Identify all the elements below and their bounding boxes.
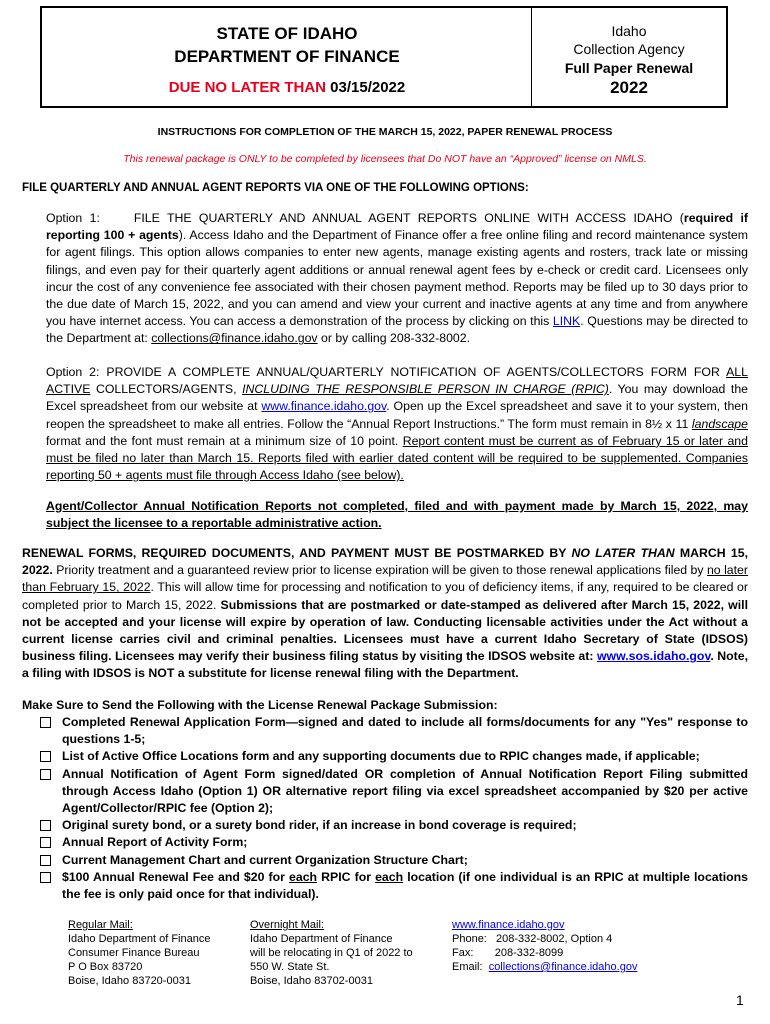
- option-1-body: ). Access Idaho and the Department of Finance offer a free online filing and record maintenance system for agent filings. This option allows companies to enter new agents, manage existing agents and rosters, track late or missing filings, and even pay for their quarterly agent additions or annual renewal agent fees by e-check or credit card. Licensees only incur the cost of any convenience fee associated with their chosen payment method. Reports may be filed up to 30 days prior to the due date of March 15, 2022, and you can amend and view your current and inactive agents at any time and from anywhere you have internet access. You can access a demonstration of the process by clicking on this: [46, 228, 748, 329]
- checklist-heading: Make Sure to Send the Following with the License Renewal Package Submission:: [22, 698, 498, 712]
- checkbox-icon[interactable]: [40, 837, 51, 848]
- option-2-instructions: . Open up the Excel spreadsheet and save it to your system, then reopen the spreadsheet to make all entries. Follow the “Annual Report Instructions.” The form must remain in 8½ x 11: [46, 399, 748, 431]
- checkbox-icon[interactable]: [40, 717, 51, 728]
- option-2-paragraph: [46, 364, 748, 484]
- checklist-item-text: Annual Report of Activity Form;: [62, 835, 248, 850]
- regular-mail-title: Regular Mail:: [68, 919, 133, 931]
- checklist-item: [40, 748, 748, 765]
- renewal-processing: . This will allow time for processing and notification to you of deficiency items, if any, required to be cleared or completed prior to March 15, 2022.: [22, 580, 748, 612]
- fee-text-3: location (if one individual is an RPIC at multiple locations the fee is only paid once for that individual).: [62, 869, 748, 902]
- email-label: Email:: [452, 961, 489, 973]
- option-2-all-active: ALL ACTIVE: [46, 365, 748, 397]
- option-2-download: . You may download the Excel spreadsheet from our website at: [46, 382, 748, 414]
- option-1-label: Option 1:: [46, 211, 100, 225]
- phone-number: Phone: 208-332-8002, Option 4: [452, 933, 613, 945]
- checklist-item: [40, 834, 748, 851]
- right-line-3: Full Paper Renewal: [564, 60, 694, 76]
- page-number: 1: [736, 992, 744, 1008]
- header-left: [42, 8, 532, 106]
- due-label: DUE NO LATER THAN: [168, 79, 326, 96]
- renewal-notice: This renewal package is ONLY to be completed by licensees that Do NOT have an “Approved” license on NMLS.: [123, 153, 647, 165]
- checklist-item: [40, 714, 748, 748]
- renewal-no-later: NO LATER THAN: [571, 546, 675, 560]
- renewal-priority: Priority treatment and a guaranteed review prior to license expiration will be given to those renewal applications filed by: [52, 563, 707, 578]
- right-line-2: Collection Agency: [573, 41, 685, 57]
- address-line: 550 W. State St.: [250, 961, 330, 973]
- option-1-phone: or by calling 208-332-8002.: [317, 331, 471, 346]
- sos-website-link[interactable]: www.sos.idaho.gov: [596, 649, 711, 664]
- checklist-item: [40, 817, 748, 834]
- fee-text-2: RPIC for: [317, 869, 376, 884]
- department-title: DEPARTMENT OF FINANCE: [174, 47, 400, 66]
- option-2-font: format and the font must remain at a minimum size of 10 point.: [46, 433, 403, 448]
- checklist-item: [40, 852, 748, 869]
- address-line: will be relocating in Q1 of 2022 to: [250, 947, 413, 959]
- option-2-content-rules: Report content must be current as of February 15 or later and must be filed no later than March 15. Reports filed with earlier dated content will be required to be supplemented. Companies reporting 50 + agents must file through Access Idaho (see below).: [46, 433, 748, 483]
- file-heading: FILE QUARTERLY AND ANNUAL AGENT REPORTS VIA ONE OF THE FOLLOWING OPTIONS:: [22, 182, 529, 194]
- overnight-mail-address: [250, 918, 413, 988]
- checkbox-icon[interactable]: [40, 820, 51, 831]
- option-1-required: required if reporting 100 + agents: [46, 211, 748, 243]
- renewal-date: MARCH 15, 2022.: [22, 546, 748, 578]
- state-title: STATE OF IDAHO: [216, 24, 358, 43]
- regular-mail-address: [68, 918, 210, 988]
- option-1-text: FILE THE QUARTERLY AND ANNUAL AGENT REPORTS ONLINE WITH ACCESS IDAHO (: [133, 211, 684, 225]
- address-line: P O Box 83720: [68, 961, 143, 973]
- option-1-paragraph: [46, 210, 748, 348]
- agent-warning: Agent/Collector Annual Notification Reports not completed, filed and with payment made by March 15, 2022, may subject the licensee to a reportable administrative action.: [46, 499, 748, 531]
- checklist-item-text: Original surety bond, or a surety bond rider, if an increase in bond coverage is required;: [62, 818, 577, 833]
- renewal-note: . Note, a filing with IDSOS is NOT a substitute for license renewal filing with the Department.: [22, 649, 749, 681]
- fee-each-2: each: [375, 869, 404, 884]
- checkbox-icon[interactable]: [40, 751, 51, 762]
- renewal-feb-deadline: no later than February 15, 2022: [22, 563, 748, 595]
- address-line: Boise, Idaho 83702-0031: [250, 975, 373, 987]
- checkbox-icon[interactable]: [40, 872, 51, 883]
- right-line-1: Idaho: [611, 23, 647, 39]
- fee-text-1: $100 Annual Renewal Fee and $20 for: [62, 869, 290, 884]
- demo-link[interactable]: LINK: [552, 314, 581, 329]
- checklist-item-text: Completed Renewal Application Form—signed and dated to include all forms/documents for any "Yes" response to questions 1-5;: [62, 715, 748, 747]
- renewal-paragraph: [22, 545, 748, 683]
- checklist-item-text: Current Management Chart and current Organization Structure Chart;: [62, 852, 468, 867]
- checkbox-icon[interactable]: [40, 855, 51, 866]
- checklist-item-text: Annual Notification of Agent Form signed/dated OR completion of Annual Notification Report Filing submitted through Access Idaho (Option 1) OR alternative report filing via excel spreadsheet accompanied by $20 per active Agent/Collector/RPIC fee (Option 2);: [62, 766, 748, 816]
- checklist-item-fee: [40, 869, 748, 903]
- finance-website-link[interactable]: www.finance.idaho.gov: [261, 399, 387, 414]
- fee-each-1: each: [289, 869, 318, 884]
- option-2-rpic: INCLUDING THE RESPONSIBLE PERSON IN CHARGE (RPIC): [242, 382, 609, 397]
- collections-email-link[interactable]: collections@finance.idaho.gov: [151, 331, 318, 346]
- checklist-item-text: List of Active Office Locations form and any supporting documents due to RPIC changes made, if applicable;: [62, 749, 700, 764]
- renewal-deadline: RENEWAL FORMS, REQUIRED DOCUMENTS, AND PAYMENT MUST BE POSTMARKED BY: [22, 546, 572, 560]
- option-2-text: PROVIDE A COMPLETE ANNUAL/QUARTERLY NOTIFICATION OF AGENTS/COLLECTORS FORM FOR: [99, 365, 727, 379]
- header-right: [532, 8, 726, 106]
- overnight-mail-title: Overnight Mail:: [250, 919, 324, 931]
- renewal-year: 2022: [610, 78, 648, 97]
- option-2-landscape: landscape: [691, 416, 748, 431]
- header-box: [40, 6, 728, 108]
- option-2-label: Option 2:: [46, 365, 100, 379]
- option-2-collectors: COLLECTORS/AGENTS,: [90, 382, 243, 397]
- checkbox-icon[interactable]: [40, 769, 51, 780]
- address-line: Idaho Department of Finance: [250, 933, 393, 945]
- footer-website-link[interactable]: www.finance.idaho.gov: [452, 919, 565, 931]
- footer-email-link[interactable]: collections@finance.idaho.gov: [488, 961, 638, 973]
- renewal-warning: Submissions that are postmarked or date-stamped as delivered after March 15, 2022, will not be accepted and your license will expire by operation of law. Conducting licensable activities under the Act without a current license carries civil and criminal penalties. Licensees must have a current Idaho Secretary of State (IDSOS) business filing. Licensees may verify their business filing status by visiting the IDSOS website at:: [22, 597, 748, 664]
- address-line: Consumer Finance Bureau: [68, 947, 200, 959]
- checklist-item: [40, 766, 748, 818]
- fax-number: Fax: 208-332-8099: [452, 947, 564, 959]
- contact-info: [452, 918, 637, 974]
- address-line: Idaho Department of Finance: [68, 933, 211, 945]
- address-line: Boise, Idaho 83720-0031: [68, 975, 191, 987]
- instructions-title: INSTRUCTIONS FOR COMPLETION OF THE MARCH 15, 2022, PAPER RENEWAL PROCESS: [157, 126, 613, 138]
- due-date-line: [42, 79, 532, 96]
- checklist: [40, 714, 748, 903]
- option-1-questions: . Questions may be directed to the Department at:: [46, 314, 749, 346]
- due-date: 03/15/2022: [330, 79, 406, 96]
